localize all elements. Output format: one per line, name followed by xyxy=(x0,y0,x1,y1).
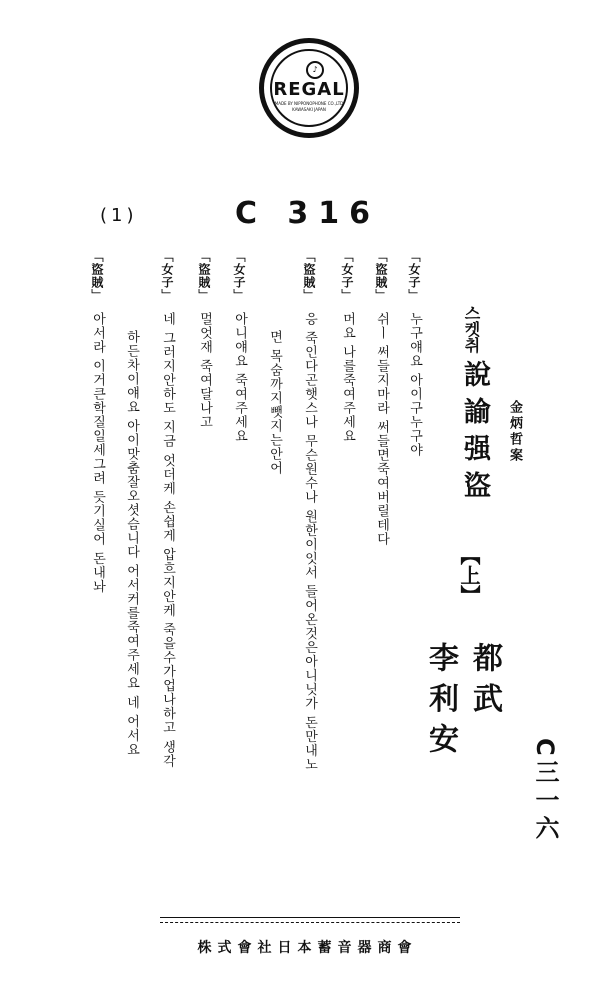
dialogue-line xyxy=(405,250,423,457)
dialogue-text: 네 그러지안하도 지금 엇더케 손쉽게 압흐지안케 죽을수가업나하고 생각 xyxy=(160,312,175,768)
company-name: 株式會社日本蓄音器商會 xyxy=(197,940,418,956)
dialogue-line xyxy=(300,250,318,772)
dialogue-line-continued xyxy=(122,330,140,757)
part-label: 【上】 xyxy=(457,545,481,605)
dialogue-text: 쉬ㅣ 써들지마라 써들면죽여버릴테다 xyxy=(374,312,389,547)
dialogue-text: 면 목숨까지뺏지는안어 xyxy=(267,330,282,476)
performer-1: 都 武 xyxy=(467,642,502,713)
speaker-label: 「女子」 xyxy=(160,250,174,302)
dialogue-line xyxy=(158,250,176,768)
dialogue-text: 멀엇재 죽여달나고 xyxy=(197,312,212,430)
speaker-label: 「女子」 xyxy=(407,250,421,302)
dialogue-text: 응 죽인다곤햇스나 무슨원수나 원한이잇서 들어온것은아니닛가 돈만내노 xyxy=(302,312,317,772)
performer-2: 李 利 安 xyxy=(423,642,458,753)
author: 金炳哲案 xyxy=(507,400,522,464)
logo-fine-print: KAWASAKI JAPAN xyxy=(292,107,326,112)
dialogue-line xyxy=(88,250,106,593)
speaker-label: 「女子」 xyxy=(340,250,354,302)
footer-rule xyxy=(160,917,460,923)
speaker-label: 「女子」 xyxy=(232,250,246,302)
dialogue-text: 머요 나를죽여주세요 xyxy=(340,312,355,444)
play-title: 說諭强盜 xyxy=(459,360,490,508)
music-note-icon: ♪ xyxy=(306,61,324,79)
regal-logo xyxy=(259,38,359,138)
genre-label: 스켓취 xyxy=(462,305,481,353)
speaker-label: 「盜賊」 xyxy=(302,250,316,302)
catalog-number: C 316 xyxy=(234,196,381,231)
logo-wordmark: REGAL xyxy=(273,79,345,100)
speaker-label: 「盜賊」 xyxy=(374,250,388,302)
side-number: (1) xyxy=(100,205,138,226)
dialogue-text: 하든차이얘요 아이맛춤잘오셧슴니다 어서커를죽여주세요 네 어서요 xyxy=(124,330,139,757)
dialogue-line-continued xyxy=(265,330,283,475)
logo-fine-print: MADE BY NIPPONOPHONE CO.,LTD xyxy=(274,101,344,106)
dialogue-line xyxy=(372,250,390,546)
dialogue-line xyxy=(230,250,248,443)
dialogue-text: 아서라 이거큰학질일세그려 듯기실어 돈내놔 xyxy=(90,312,105,594)
dialogue-line xyxy=(195,250,213,429)
catalog-number-cjk: C三一六 xyxy=(531,738,559,844)
dialogue-text: 누구얘요 아이구누구야 xyxy=(407,312,422,458)
dialogue-line xyxy=(338,250,356,443)
speaker-label: 「盜賊」 xyxy=(197,250,211,302)
speaker-label: 「盜賊」 xyxy=(90,250,104,302)
dialogue-text: 아니얘요 죽여주세요 xyxy=(232,312,247,444)
